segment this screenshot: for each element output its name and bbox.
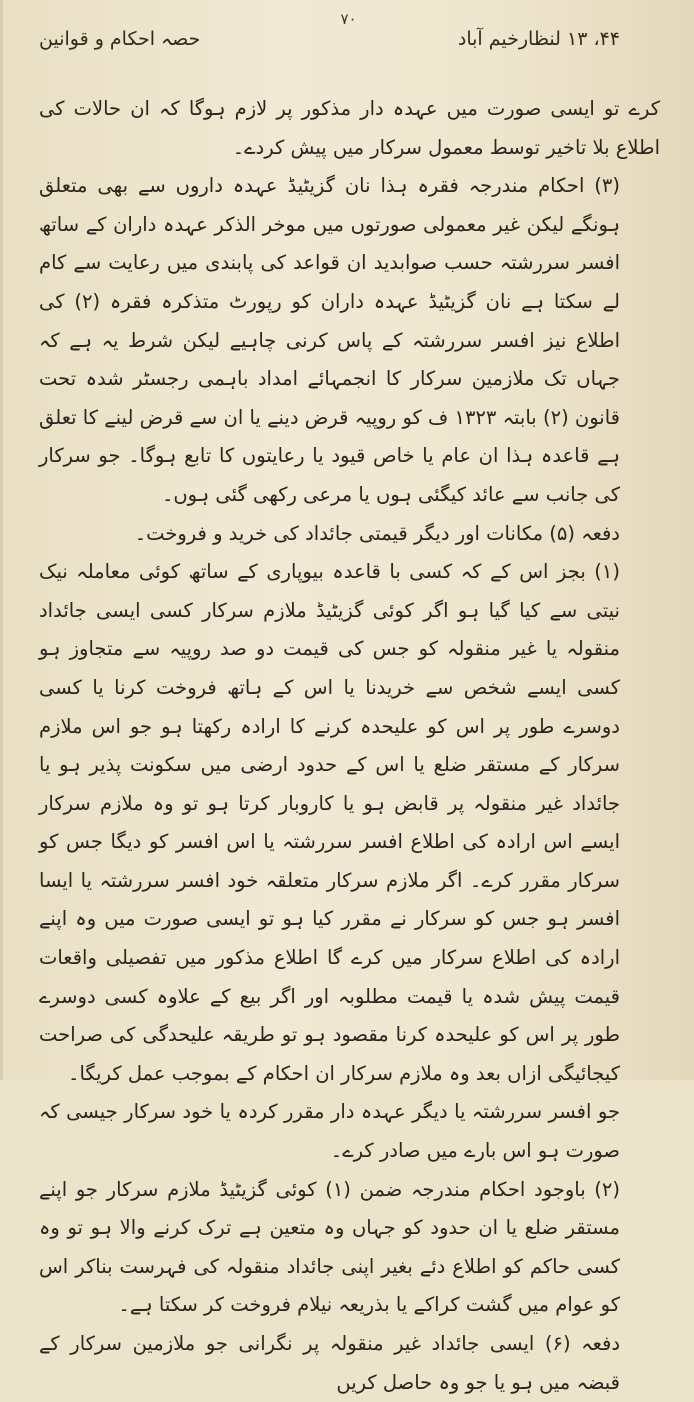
- paragraph-clause-3: (۳) احکام مندرجہ فقرہ ہذا نان گزیٹیڈ عہدہ داروں سے بھی متعلق ہونگے لیکن غیر معمولی صورتوں میں موخر الذکر عہدہ داران کے ساتھ افسر سررشتہ حسب صوابدید ان قواعد کی پابندی میں رعایت سے کام لے سکتا ہے نان گزیٹیڈ عہدہ داران کو رپورٹ متذکرہ فقرہ (۲) کی اطلاع نیز افسر سررشتہ کے پاس کرنی چاہیے لیکن شرط یہ ہے کہ جہاں تک ملازمین سرکار کا انجمہائے امداد باہمی رجسٹر شدہ تحت قانون (۲) بابتہ ۱۳۲۳ ف کو روپیہ قرض دینے یا ان سے قرض لینے کا تعلق ہے قاعدہ ہذا ان عام یا خاص قیود یا رعایتوں کا تابع ہوگا۔ جو سرکار کی جانب سے عائد کیگئی ہوں یا مرعی رکھی گئی ہوں۔: [39, 174, 620, 506]
- page-header: [39, 28, 660, 90]
- paragraph-continuation: کرے تو ایسی صورت میں عہدہ دار مذکور پر لازم ہوگا کہ ان حالات کی اطلاع بلا تاخیر توسط معمول سرکار میں پیش کردے۔: [39, 97, 660, 159]
- document-body: [39, 90, 660, 1402]
- paragraph-officer-order: جو افسر سررشتہ یا دیگر عہدہ دار مقرر کردہ یا خود سرکار جیسی کہ صورت ہو اس بارے میں صادر کرے۔: [39, 1100, 620, 1163]
- header-reference: ۴۴، ۱۳ لنظارخیم آباد: [457, 28, 620, 50]
- paragraph-subclause-1: (۱) بجز اس کے کہ کسی با قاعدہ بیوپاری کے ساتھ کوئی معاملہ نیک نیتی سے کیا گیا ہو اگر کوئی گزیٹیڈ ملازم سرکار کسی ایسی جائداد منقولہ یا غیر منقولہ کو جس کی قیمت دو صد روپیہ سے متجاوز ہو کسی ایسے شخص سے خریدنا یا اس کے ہاتھ فروخت کرنا یا کسی دوسرے طور پر اس کو علیحدہ کرنے کا ارادہ رکھتا ہو جو اس ملازم سرکار کے مستقر ضلع یا اس کے حدود ارضی میں سکونت پذیر ہو یا جائداد غیر منقولہ پر قابض ہو یا کاروبار کرتا ہو تو وہ ملازم سرکار ایسے اس ارادہ کی اطلاع افسر سررشتہ یا اس افسر کو دیگا جس کو سرکار مقرر کرے۔ اگر ملازم سرکار متعلقہ خود افسر سررشتہ یا ایسا افسر ہو جس کو سرکار نے مقرر کیا ہو تو ایسی صورت میں وہ اپنے ارادہ کی اطلاع سرکار میں کرے گا اطلاع مذکور میں تفصیلی واقعات قیمت پیش شدہ یا قیمت مطلوبہ اور اگر بیع کے علاوہ کسی دوسرے طور پر اس کو علیحدہ کرنا مقصود ہو تو طریقہ علیحدگی کی صراحت کیجائیگی ازاں بعد وہ ملازم سرکار ان احکام کے بموجب عمل کریگا۔: [39, 560, 620, 1085]
- section-heading-5: دفعہ (۵) مکانات اور دیگر قیمتی جائداد کی خرید و فروخت۔: [134, 521, 620, 545]
- header-section-title: حصہ احکام و قوانین: [39, 28, 201, 50]
- paragraph-subclause-2: (۲) باوجود احکام مندرجہ ضمن (۱) کوئی گزیٹیڈ ملازم سرکار جو اپنے مستقر ضلع یا ان حدود کو جہاں وہ متعین ہے ترک کرنے والا ہو تو وہ کسی حاکم کو اطلاع دئے بغیر اپنی جائداد منقولہ کی فہرست بناکر اس کو عوام میں گشت کراکے یا بذریعہ نیلام فروخت کر سکتا ہے۔: [39, 1177, 621, 1317]
- page-number: ۷۰: [340, 10, 357, 28]
- section-heading-6: دفعہ (۶) ایسی جائداد غیر منقولہ پر نگرانی جو ملازمین سرکار کے قبضہ میں ہو یا جو وہ حاصل کریں: [39, 1332, 620, 1394]
